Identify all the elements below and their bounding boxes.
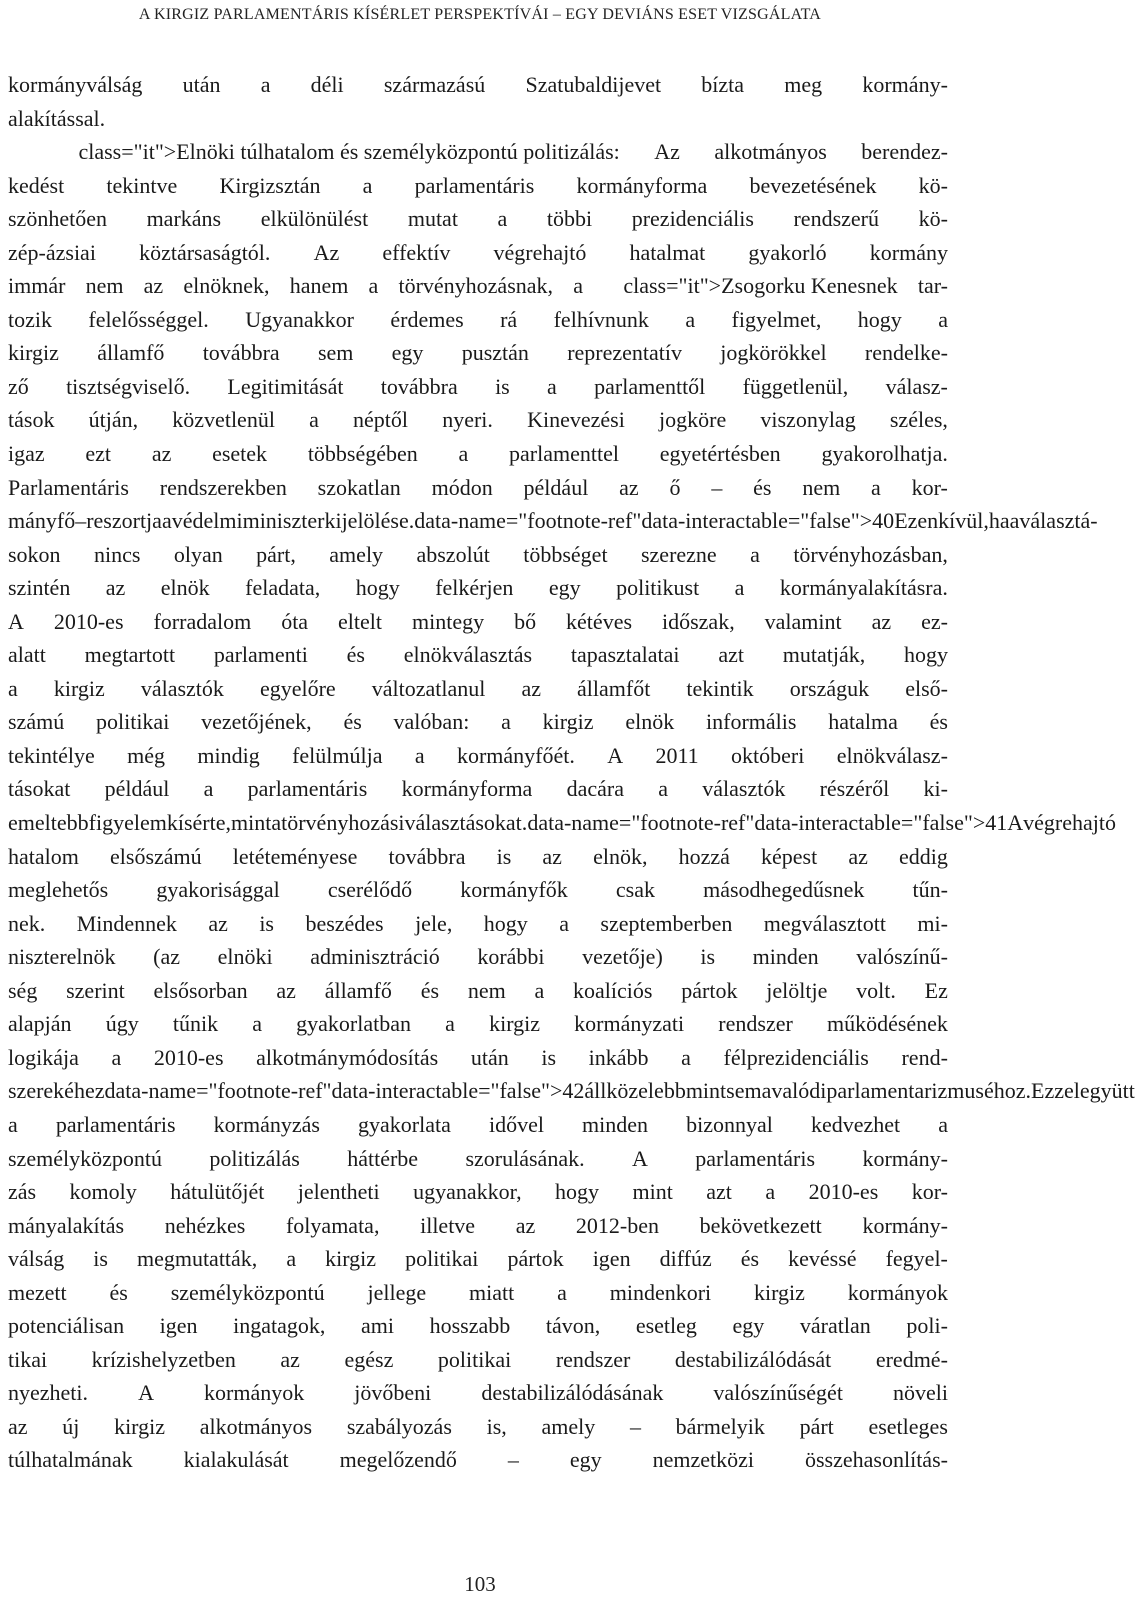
text-line: a kirgiz választók egyelőre változatlanul az államfőt tekintik országuk első- <box>8 675 948 701</box>
text-line: a parlamentáris kormányzás gyakorlata idővel minden bizonnyal kedvezhet a <box>8 1111 948 1137</box>
text-line: tekintélye még mindig felülmúlja a kormányfőét. A 2011 októberi elnökválasz- <box>8 742 948 768</box>
text-line: alapján úgy tűnik a gyakorlatban a kirgiz kormányzati rendszer működésének <box>8 1011 948 1037</box>
text-line: potenciálisan igen ingatagok, ami hosszabb távon, esetleg egy váratlan poli- <box>8 1313 948 1339</box>
text-line: szerekéhez data-name="footnote-ref" data-interactable="false">42 áll közelebb mintsem a valódi parlamentarizmuséhoz. Ezzel együtt <box>8 1078 1135 1104</box>
text-line: logikája a 2010-es alkotmánymódosítás után is inkább a félprezidenciális rend- <box>8 1044 948 1070</box>
text-line: ző tisztségviselő. Legitimitását továbbra is a parlamenttől függetlenül, válasz- <box>8 373 948 399</box>
text-line: tikai krízishelyzetben az egész politikai rendszer destabilizálódását eredmé- <box>8 1346 948 1372</box>
text-line: tások útján, közvetlenül a néptől nyeri. Kinevezési jogköre viszonylag széles, <box>8 407 948 433</box>
text-line: alakítással. <box>8 105 106 131</box>
text-line: ség szerint elsősorban az államfő és nem a koalíciós pártok jelöltje volt. Ez <box>8 977 948 1003</box>
text-line: mányfő – reszortja a védelmi miniszter kijelölése. data-name="footnote-ref" data-interactable="false">40 Ezenkívül, ha a választá- <box>8 508 1098 534</box>
text-line: túlhatalmának kialakulását megelőzendő – egy nemzetközi összehasonlítás- <box>8 1447 948 1473</box>
text-line: kormányválság után a déli származású Szatubaldijevet bízta meg kormány- <box>8 72 948 97</box>
text-line: igaz ezt az esetek többségében a parlamenttel egyetértésben gyakorolhatja. <box>8 441 948 467</box>
text-line: személyközpontú politizálás háttérbe szorulásának. A parlamentáris kormány- <box>8 1145 948 1171</box>
text-line: kirgiz államfő továbbra sem egy pusztán reprezentatív jogkörökkel rendelke- <box>8 340 948 366</box>
text-line: válság is megmutatták, a kirgiz politikai pártok igen diffúz és kevéssé fegyel- <box>8 1246 948 1272</box>
body-text <box>8 68 1135 1477</box>
text-line: tásokat például a parlamentáris kormányforma dacára a választók részéről ki- <box>8 776 948 802</box>
text-line: mányalakítás nehézkes folyamata, illetve az 2012-ben bekövetkezett kormány- <box>8 1212 948 1238</box>
text-line: zép-ázsiai köztársaságtól. Az effektív végrehajtó hatalmat gyakorló kormány <box>8 239 948 265</box>
text-line: emeltebb figyelem kísérte, mint a törvényhozási választásokat. data-name="footnote-ref" data-interactable="false">41 A végrehajtó <box>8 810 1116 836</box>
text-line: meglehetős gyakorisággal cserélődő kormányfők csak másodhegedűsnek tűn- <box>8 877 948 903</box>
text-line: alatt megtartott parlamenti és elnökválasztás tapasztalatai azt mutatják, hogy <box>8 642 948 668</box>
text-line: Parlamentáris rendszerekben szokatlan módon például az ő – és nem a kor- <box>8 474 948 500</box>
text-line: immár nem az elnöknek, hanem a törvényhozásnak, a class="it">Zsogorku Kenesnek tar- <box>8 273 948 299</box>
text-line: szintén az elnök feladata, hogy felkérjen egy politikust a kormányalakításra. <box>8 575 948 601</box>
text-line: nyezheti. A kormányok jövőbeni destabilizálódásának valószínűségét növeli <box>8 1380 948 1406</box>
text-line: class="it">Elnöki túlhatalom és személyközpontú politizálás: Az alkotmányos berendez- <box>78 139 948 165</box>
text-line: szönhetően markáns elkülönülést mutat a többi prezidenciális rendszerű kö- <box>8 206 948 232</box>
text-line: mezett és személyközpontú jellege miatt a mindenkori kirgiz kormányok <box>8 1279 948 1305</box>
text-line: hatalom elsőszámú letéteményese továbbra is az elnök, hozzá képest az eddig <box>8 843 948 869</box>
text-line: számú politikai vezetőjének, és valóban: a kirgiz elnök informális hatalma és <box>8 709 948 735</box>
text-line: az új kirgiz alkotmányos szabályozás is, amely – bármelyik párt esetleges <box>8 1413 948 1439</box>
page-number: 103 <box>464 1572 496 1596</box>
text-line: niszterelnök (az elnöki adminisztráció korábbi vezetője) is minden valószínű- <box>8 944 948 970</box>
text-line: kedést tekintve Kirgizsztán a parlamentáris kormányforma bevezetésének kö- <box>8 172 948 198</box>
text-line: A 2010-es forradalom óta eltelt mintegy bő kétéves időszak, valamint az ez- <box>8 608 948 634</box>
running-header: A KIRGIZ PARLAMENTÁRIS KÍSÉRLET PERSPEKTÍVÁI – EGY DEVIÁNS ESET VIZSGÁLATA <box>138 6 822 23</box>
text-line: sokon nincs olyan párt, amely abszolút többséget szerezne a törvényhozásban, <box>8 541 948 567</box>
text-line: zás komoly hátulütőjét jelentheti ugyanakkor, hogy mint azt a 2010-es kor- <box>8 1179 948 1205</box>
text-line: tozik felelősséggel. Ugyanakkor érdemes rá felhívnunk a figyelmet, hogy a <box>8 306 948 332</box>
text-line: nek. Mindennek az is beszédes jele, hogy a szeptemberben megválasztott mi- <box>8 910 948 936</box>
